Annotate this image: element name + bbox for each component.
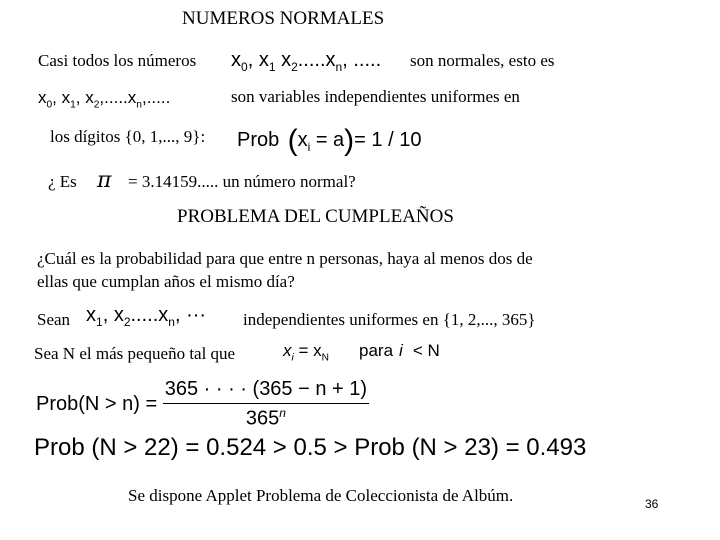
birthday-fraction [163, 378, 369, 431]
sequence-x0-xn-line2: $x_0$, $x_1$, $x_2,.....x_n$,..... [38, 88, 171, 111]
result-line: Prob (N > 22) = 0.524 > 0.5 > Prob (N > 23) = 0.493 [34, 434, 587, 461]
fraction-numerator: 365 · · · · (365 − n + 1) [163, 378, 369, 404]
page-number: 36 [645, 497, 659, 511]
section-subtitle: PROBLEMA DEL CUMPLEAÑOS [177, 206, 454, 227]
sea-n-label: Sea N el más pequeño tal que [34, 344, 236, 363]
pi-symbol: π [97, 168, 112, 193]
question-line-2: ellas que cumplan años el mismo día? [37, 272, 295, 291]
slide-title: NUMEROS NORMALES [182, 8, 385, 29]
line4-prefix: ¿ Es [48, 172, 77, 191]
line1-suffix: son normales, esto es [410, 51, 555, 70]
footer-note: Se dispone Applet Problema de Coleccionista de Albúm. [128, 486, 514, 505]
prob-formula-digits: Prob $(x_i = a)= 1 / 10$ [237, 124, 422, 157]
birthday-formula: Prob(N > n) = $\frac{365 \cdot \cdot \cdot \cdot (365 - n + 1)}{365^n}$ [36, 378, 368, 430]
line4-suffix: = 3.14159..... un número normal? [128, 172, 356, 191]
line2-suffix: son variables independientes uniformes en [231, 87, 520, 106]
para-i-lt-n: para i < N [359, 341, 440, 360]
sean-suffix: independientes uniformes en {1, 2,..., 365} [243, 310, 536, 329]
line1-prefix: Casi todos los números [38, 51, 197, 70]
question-line-1: ¿Cuál es la probabilidad para que entre n personas, haya al menos dos de [37, 249, 533, 268]
xi-eq-xn: $x_i = x_N$ [283, 341, 330, 364]
line3-prefix: los dígitos {0, 1,..., 9}: [50, 127, 206, 146]
fraction-denominator: 365$^n$ [245, 406, 286, 430]
sean-label: Sean [37, 310, 71, 329]
sequence-x1-xn: $x_1$, $x_2.....x_n$, ··· [86, 304, 207, 329]
sequence-x0-xn-line1: $x_0$, $x_1$ $x_2.....x_n$, ..... [231, 49, 382, 74]
